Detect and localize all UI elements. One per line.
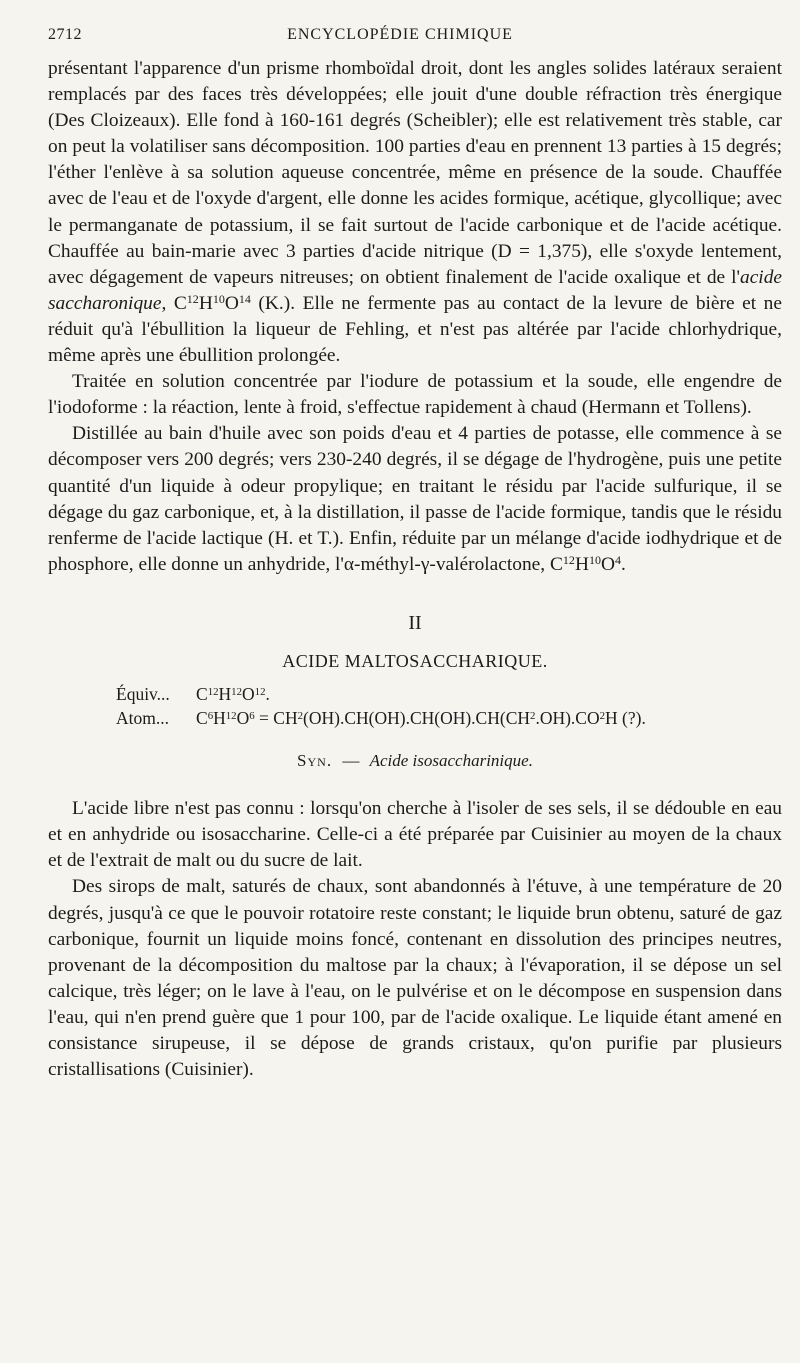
- formula-subscript: 14: [238, 292, 251, 307]
- formula-subscript: 10: [212, 292, 225, 307]
- paragraph-2: Traitée en solution concentrée par l'iodure de potassium et la soude, elle engendre de l'iodoforme : la réaction, lente à froid, s'effectue rapidement à chaud (Hermann et Tollens).: [48, 371, 782, 419]
- formula-subscript: 12: [562, 553, 575, 568]
- formula-atom-row: [116, 706, 782, 730]
- formula-punct: .: [265, 684, 270, 705]
- syn-label: Syn.: [297, 751, 333, 771]
- para3-text: Distillée au bain d'huile avec son poids d'eau et 4 parties de potasse, elle commence à se décomposer vers 200 degrés; vers 230-240 degrés, il se dégage de l'hydrogène, puis une petite quantité d'un liquide à odeur propylique; en traitant le résidu par l'acide sulfurique, il se dégage du gaz carbonique, et, à la distillation, il passe de l'acide formique, tandis que le résidu renferme de l'acide lactique (H. et T.). Enfin, réduite par un mélange d'acide iodhydrique et de phosphore, elle donne un anhydride, l'α-méthyl-γ-valérolactone, C: [48, 423, 782, 575]
- section-number: II: [408, 611, 422, 634]
- formula-subscript: 4: [614, 553, 621, 568]
- running-title: ENCYCLOPÉDIE CHIMIQUE: [287, 26, 513, 43]
- formula-element: .OH).CO: [535, 708, 600, 729]
- formula-subscript: 6: [249, 710, 255, 723]
- formula-element: C: [196, 708, 208, 729]
- atom-formula: [196, 706, 646, 730]
- body-text: [48, 56, 782, 1083]
- paragraph-1: [48, 56, 782, 369]
- formula-subscript: 6: [207, 710, 214, 723]
- atom-label: Atom...: [116, 708, 169, 729]
- formula-element: O: [242, 684, 255, 705]
- formula-element: = CH: [254, 708, 298, 729]
- formula-element: O: [600, 553, 615, 575]
- formula-element: C: [196, 684, 208, 705]
- formula-element: H: [574, 553, 589, 575]
- formula-element: (OH).CH(OH).CH(OH).CH(CH: [303, 708, 531, 729]
- para1-text: présentant l'apparence d'un prisme rhomboïdal droit, dont les angles solides latéraux seraient remplacés par des faces très développées; elle jouit d'une double réfraction très énergique (Des Cloizeaux). Elle fond à 160-161 degrés (Scheibler); elle est relativement très stable, car on peut la volatiliser sans décomposition. 100 parties d'eau en prennent 13 parties à 15 degrés; l'éther l'enlève à sa solution aqueuse concentrée, même en présence de la soude. Chauffée avec de l'eau et de l'oxyde d'argent, elle donne les acides formique, acétique, glycollique; avec le permanganate de potassium, il se fait surtout de l'acide carbonique et de l'acide acétique. Chauffée au bain-marie avec 3 parties d'acide nitrique (D = 1,375), elle s'oxyde lentement, avec dégagement de vapeurs nitreuses; on obtient finalement de l'acide oxalique et de l': [48, 58, 782, 288]
- formula-element: H: [213, 708, 226, 729]
- acide-saccharonique-term: acide saccharonique: [48, 266, 782, 314]
- formula-element: O: [224, 292, 239, 314]
- formula-element: O: [236, 708, 250, 729]
- formula-subscript: 2: [599, 710, 606, 723]
- paragraph-5: Des sirops de malt, saturés de chaux, sont abandonnés à l'étuve, à une température de 20 degrés, jusqu'à ce que le pouvoir rotatoire reste constant; le liquide brun obtenu, saturé de gaz carbonique, fournit un liquide moins foncé, contenant en dissolution des principes neutres, provenant de la décomposition du maltose par la chaux; à l'évaporation, il se dépose un sel calcique, très léger; on le lave à l'eau, on le pulvérise et on le décompose en suspension dans l'eau, qui n'en prend guère que 1 pour 100, par de l'acide oxalique. Le liquide étant amené en consistance sirupeuse, il se dépose de grands cristaux, qu'on purifie par plusieurs cristallisations (Cuisinier).: [48, 876, 782, 1081]
- formula-subscript: 12: [186, 292, 199, 307]
- formula-element: H: [218, 684, 232, 705]
- page-header: [48, 26, 752, 50]
- formula-subscript: 10: [588, 553, 601, 568]
- para3-text-2: .: [621, 553, 626, 575]
- para1-text-2: , C: [161, 292, 187, 314]
- section-title: ACIDE MALTOSACCHARIQUE.: [282, 650, 548, 671]
- paragraph-4: L'acide libre n'est pas connu : lorsqu'on cherche à l'isoler de ses sels, il se dédouble en eau et en anhydride ou isosaccharine. Celle-ci a été préparée par Cuisinier au moyen de la chaux et de l'extrait de malt ou du sucre de lait.: [48, 798, 782, 872]
- synonym-line: [48, 748, 782, 774]
- paragraph-3: [48, 421, 782, 578]
- formula-subscript: 2: [297, 710, 304, 723]
- equiv-label: Équiv...: [116, 684, 170, 705]
- formula-element: H (?).: [605, 708, 646, 729]
- equiv-formula: [196, 682, 270, 706]
- formula-equiv-row: [116, 682, 782, 706]
- syn-text: Acide isosaccharinique.: [369, 751, 533, 771]
- formula-subscript: 12: [231, 686, 243, 699]
- page-number: 2712: [48, 26, 82, 43]
- para1-text-3: (K.). Elle ne fermente pas au contact de la levure de bière et ne réduit qu'à l'ébullition la liqueur de Fehling, et n'est pas altérée par l'acide chlorhydrique, même après une ébullition prolongée.: [48, 292, 782, 367]
- formula-subscript: 2: [530, 710, 536, 723]
- formula-subscript: 12: [225, 710, 237, 723]
- syn-dash: —: [342, 751, 360, 771]
- formula-subscript: 12: [207, 686, 219, 699]
- formula-subscript: 12: [254, 686, 266, 699]
- formula-element: H: [198, 292, 213, 314]
